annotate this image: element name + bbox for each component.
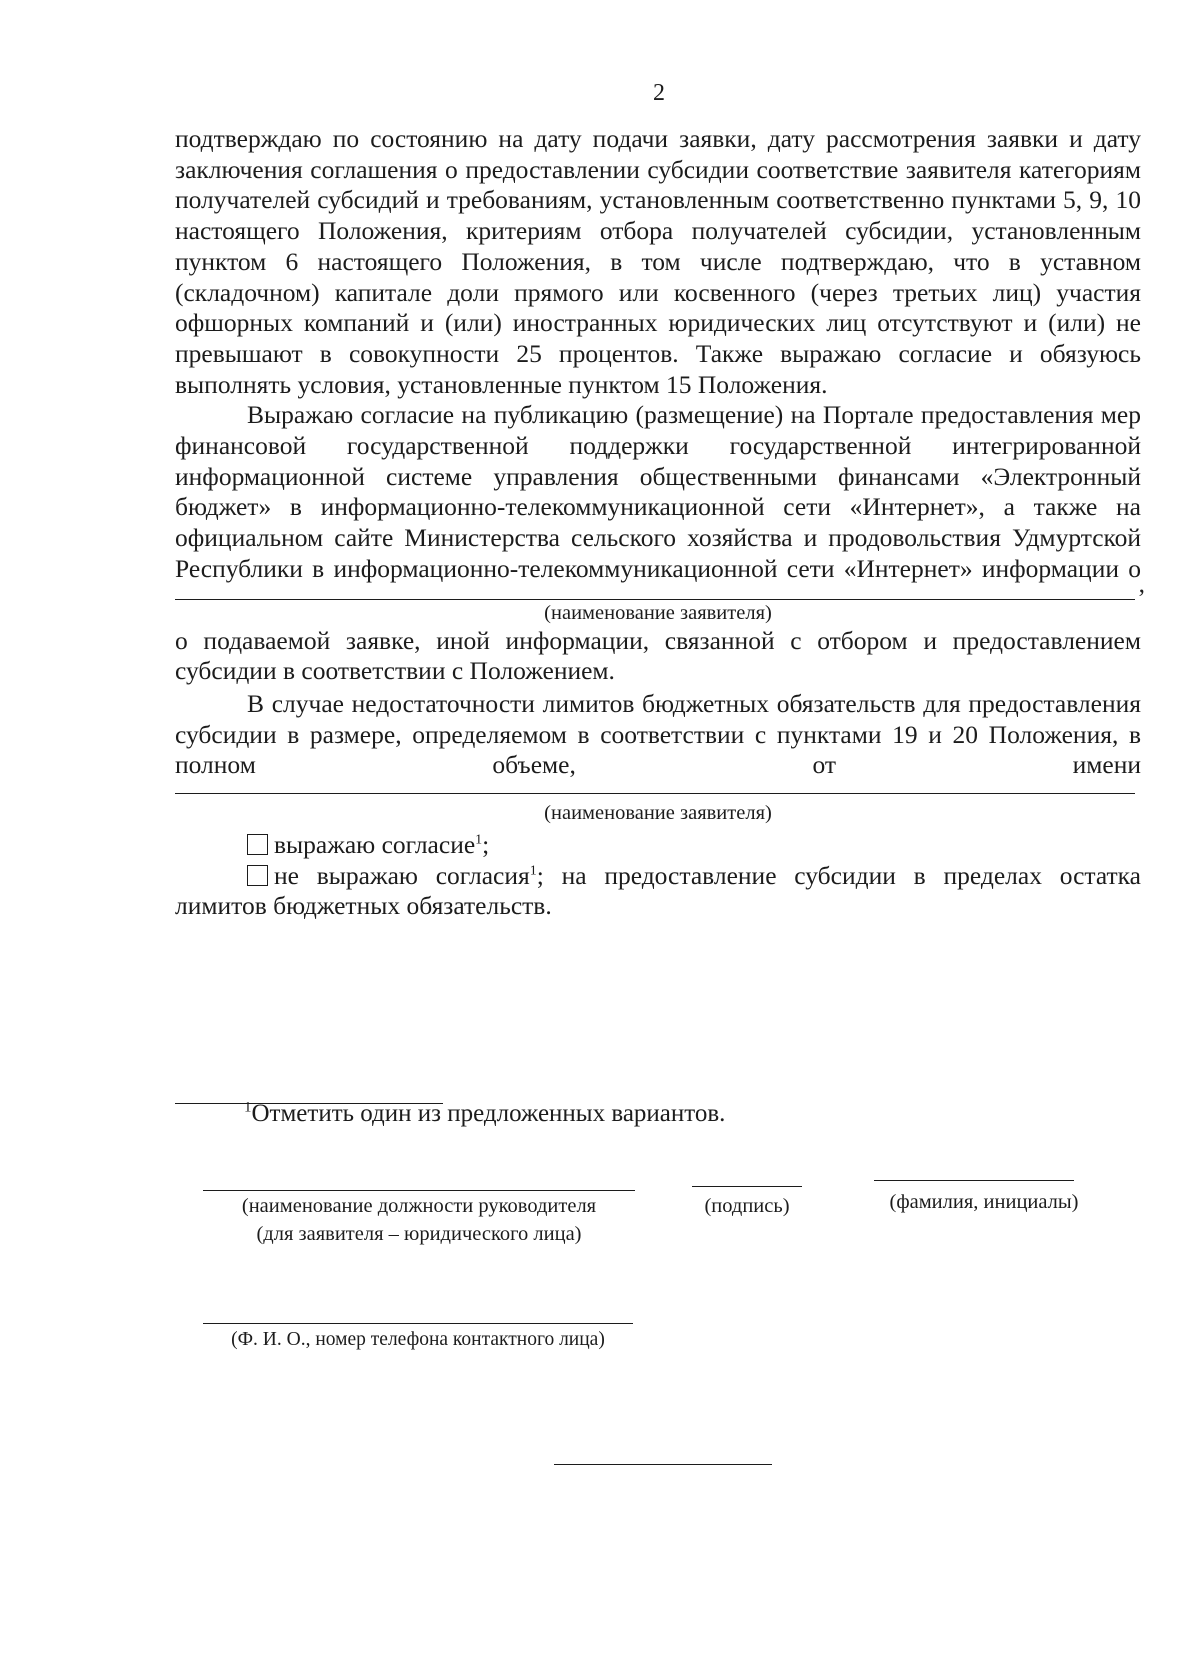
option-agree-label: выражаю согласие bbox=[274, 830, 476, 860]
paragraph-publication-consent: Выражаю согласие на публикацию (размещение) на Портале предоставления мер финансовой государственной поддержки государственной интегрированной информационной системе управления общественными финансами «Электронный бюджет» в информационно-телекоммуникационной сети «Интернет», а также на официальном сайте Министерства сельского хозяйства и продовольствия Удмуртской Республики в информационно-телекоммуникационной сети «Интернет» информации о bbox=[175, 400, 1141, 583]
option-disagree-row bbox=[175, 861, 1141, 922]
blank-comma: , bbox=[1138, 568, 1145, 598]
caption-applicant-name-1: (наименование заявителя) bbox=[544, 601, 772, 624]
name-initials-line[interactable] bbox=[874, 1180, 1074, 1181]
contact-person-caption: (Ф. И. О., номер телефона контактного лица) bbox=[231, 1329, 605, 1350]
footnote-ref-1: 1 bbox=[475, 832, 483, 848]
disagree-checkbox[interactable] bbox=[247, 865, 268, 886]
footnote-number: 1 bbox=[244, 1099, 252, 1116]
option-disagree-continuation: ; на предоставление субсидии в пределах остатка лимитов бюджетных обязательств. bbox=[175, 860, 1141, 921]
agree-checkbox[interactable] bbox=[247, 834, 268, 855]
position-caption-line-2: (для заявителя – юридического лица) bbox=[256, 1223, 582, 1245]
position-signature-line[interactable] bbox=[203, 1190, 635, 1191]
paragraph-budget-limits: В случае недостаточности лимитов бюджетных обязательств для предоставления субсидии в размере, определяемом в соответствии с пунктами 19 и 20 Положения, в полном объеме, от имени bbox=[175, 688, 1141, 780]
signature-caption: (подпись) bbox=[704, 1195, 790, 1217]
document-body bbox=[175, 124, 1145, 922]
page-number: 2 bbox=[653, 80, 665, 106]
paragraph-application-info: о подаваемой заявке, иной информации, связанной с отбором и предоставлением субсидии в соответствии с Положением. bbox=[175, 625, 1141, 686]
applicant-name-blank-1[interactable] bbox=[175, 568, 1145, 600]
position-caption-line-1: (наименование должности руководителя bbox=[241, 1195, 597, 1217]
footnote-ref-2: 1 bbox=[529, 863, 537, 879]
caption-applicant-name-2: (наименование заявителя) bbox=[544, 802, 772, 825]
option-disagree-label: не выражаю согласия bbox=[274, 860, 530, 890]
paragraph-confirmation: подтверждаю по состоянию на дату подачи заявки, дату рассмотрения заявки и дату заключения соглашения о предоставлении субсидии соответствие заявителя категориям получателей субсидий и требованиям, установленным соответственно пунктами 5, 9, 10 настоящего Положения, критериям отбора получателей субсидии, установленным пунктом 6 настоящего Положения, в том числе подтверждаю, что в уставном (складочном) капитале доли прямого или косвенного (через третьих лиц) участия офшорных компаний и (или) иностранных юридических лиц отсутствуют и (или) не превышают в совокупности 25 процентов. Также выражаю согласие и обязуюсь выполнять условия, установленные пунктом 15 Положения. bbox=[175, 124, 1141, 399]
contact-person-line[interactable] bbox=[203, 1323, 633, 1324]
end-of-document-rule bbox=[554, 1464, 772, 1465]
name-initials-caption: (фамилия, инициалы) bbox=[889, 1191, 1079, 1213]
signature-line[interactable] bbox=[692, 1186, 802, 1187]
footnote bbox=[244, 1100, 725, 1128]
option-agree-row: выражаю согласие$^1$; bbox=[175, 830, 1141, 861]
position-caption bbox=[203, 1192, 635, 1248]
footnote-text: Отметить один из предложенных вариантов. bbox=[251, 1100, 726, 1127]
applicant-name-blank-2[interactable] bbox=[175, 781, 1135, 794]
